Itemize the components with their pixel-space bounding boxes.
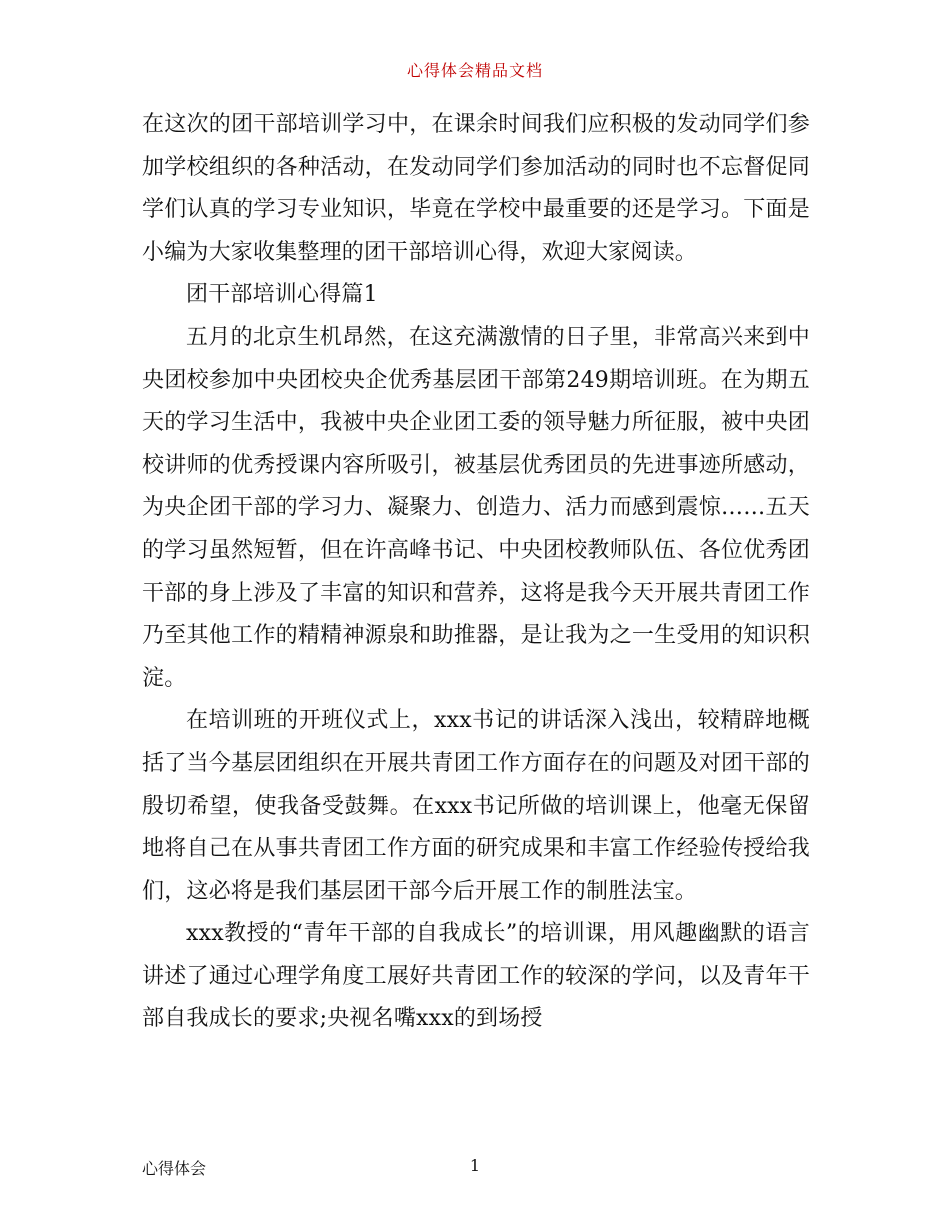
page-number: 1 [469,1156,481,1175]
footer-label: 心得体会 [142,1159,207,1178]
section-heading: 团干部培训心得篇1 [186,282,378,308]
document-body [142,104,810,1041]
body-paragraph: 五月的北京生机昂然，在这充满激情的日子里，非常高兴来到中央团校参加中央团校央企优秀基层团干部第249期培训班。在为期五天的学习生活中，我被中央企业团工委的领导魅力所征服，被中央团校讲师的优秀授课内容所吸引，被基层优秀团员的先进事迹所感动，为央企团干部的学习力、凝聚力、创造力、活力而感到震惊……五天的学习虽然短暂，但在许高峰书记、中央团校教师队伍、各位优秀团干部的身上涉及了丰富的知识和营养，这将是我今天开展共青团工作乃至其他工作的精精神源泉和助推器，是让我为之一生受用的知识积淀。 [142,324,810,691]
body-paragraph: xxx教授的“青年干部的自我成长”的培训课，用风趣幽默的语言讲述了通过心理学角度工展好共青团工作的较深的学问，以及青年干部自我成长的要求;央视名嘴xxx的到场授 [142,921,810,1032]
intro-paragraph: 在这次的团干部培训学习中，在课余时间我们应积极的发动同学们参加学校组织的各种活动，在发动同学们参加活动的同时也不忘督促同学们认真的学习专业知识，毕竟在学校中最重要的还是学习。下面是小编为大家收集整理的团干部培训心得，欢迎大家阅读。 [142,112,810,265]
document-header-title: 心得体会精品文档 [406,61,543,80]
body-paragraph: 在培训班的开班仪式上，xxx书记的讲话深入浅出，较精辟地概括了当今基层团组织在开展共青团工作方面存在的问题及对团干部的殷切希望，使我备受鼓舞。在xxx书记所做的培训课上，他毫无保留地将自己在从事共青团工作方面的研究成果和丰富工作经验传授给我们，这必将是我们基层团干部今后开展工作的制胜法宝。 [142,708,810,904]
